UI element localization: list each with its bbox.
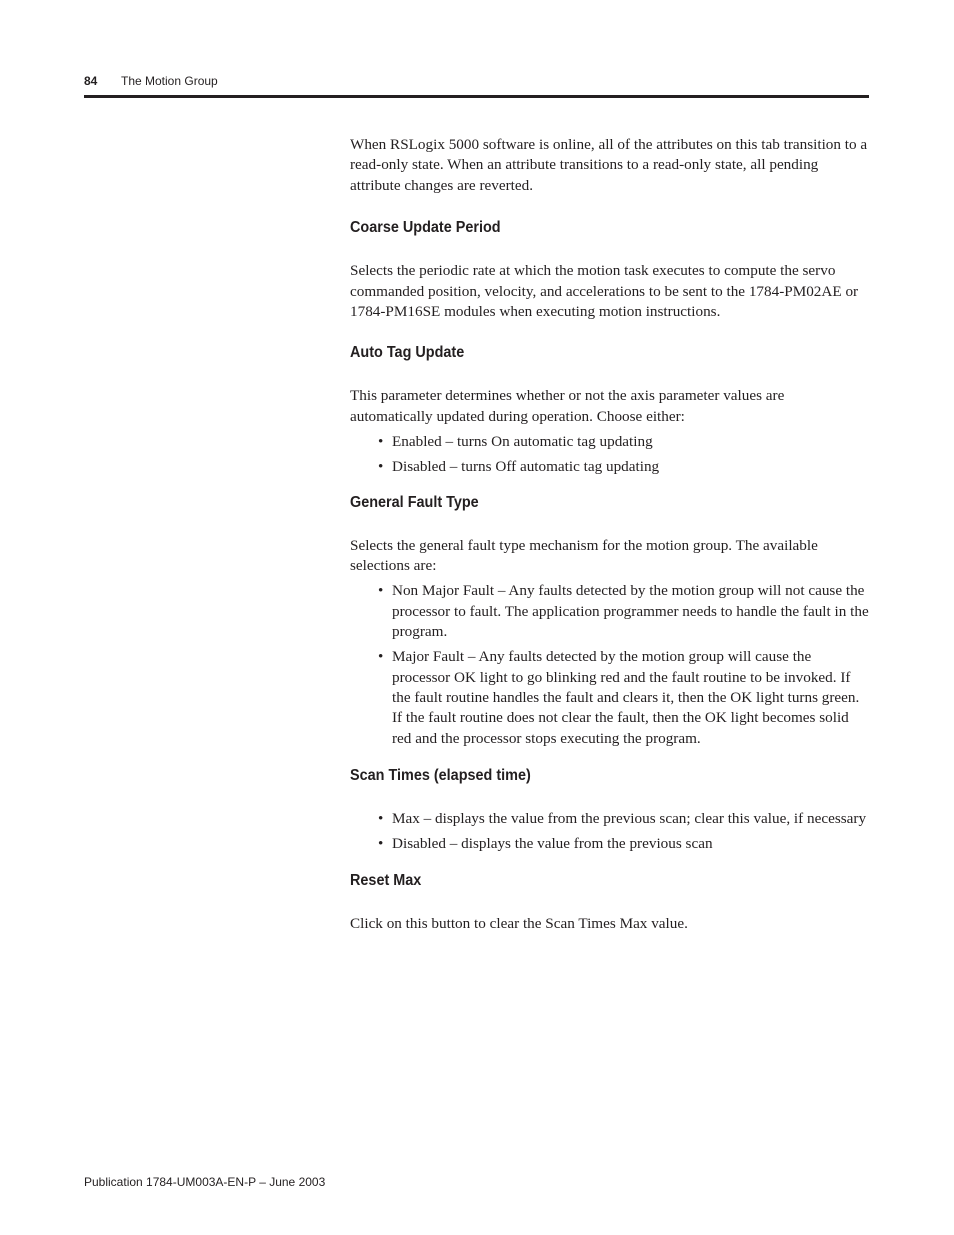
page-footer: Publication 1784-UM003A-EN-P – June 2003	[84, 1175, 326, 1189]
bullet-icon: •	[378, 457, 384, 475]
reset-max-paragraph: Click on this button to clear the Scan Times Max value.	[350, 915, 688, 933]
section-heading-scan-times: Scan Times (elapsed time)	[350, 767, 531, 785]
bullet-icon: •	[378, 835, 384, 853]
list-item: • Enabled – turns On automatic tag updating	[350, 432, 870, 452]
scan-times-list	[350, 809, 870, 854]
section-heading-coarse-update-period: Coarse Update Period	[350, 219, 501, 237]
auto-tag-list	[350, 432, 870, 477]
list-item: • Max – displays the value from the previous scan; clear this value, if necessary	[350, 809, 870, 829]
coarse-update-paragraph: Selects the periodic rate at which the motion task executes to compute the servo commanded position, velocity, and accelerations to be sent to the 1784-PM02AE or 1784-PM16SE modules when executing motion instructions.	[350, 262, 859, 321]
header-divider	[84, 95, 869, 98]
list-item: • Disabled – displays the value from the previous scan	[350, 834, 870, 854]
chapter-title: The Motion Group	[121, 74, 218, 88]
page-number: 84	[84, 74, 98, 88]
intro-paragraph: When RSLogix 5000 software is online, all of the attributes on this tab transition to a read-only state. When an attribute transitions to a read-only state, all pending attribute changes are reverted.	[350, 136, 868, 194]
bullet-icon: •	[378, 432, 384, 450]
section-heading-general-fault-type: General Fault Type	[350, 494, 479, 512]
bullet-icon: •	[378, 582, 384, 600]
auto-tag-paragraph: This parameter determines whether or not the axis parameter values are automatically updated during operation. Choose either:	[350, 387, 785, 425]
section-heading-reset-max: Reset Max	[350, 872, 422, 890]
section-heading-auto-tag-update: Auto Tag Update	[350, 344, 465, 362]
list-item: • Non Major Fault – Any faults detected by the motion group will not cause the processor to fault. The application programmer needs to handle the fault in the program.	[378, 582, 869, 641]
list-item: • Disabled – turns Off automatic tag updating	[350, 457, 870, 477]
list-item: • Major Fault – Any faults detected by the motion group will cause the processor OK light to go blinking red and the fault routine to be invoked. If the fault routine handles the fault and clears it, then the OK light turns green. If the fault routine does not clear the fault, then the OK light becomes solid red and the processor stops executing the program.	[378, 648, 860, 747]
general-fault-list	[350, 581, 870, 749]
bullet-icon: •	[378, 810, 384, 828]
general-fault-paragraph: Selects the general fault type mechanism for the motion group. The available selections are:	[350, 537, 818, 575]
page-header	[84, 73, 218, 89]
bullet-icon: •	[378, 648, 384, 666]
page-content	[350, 135, 870, 935]
